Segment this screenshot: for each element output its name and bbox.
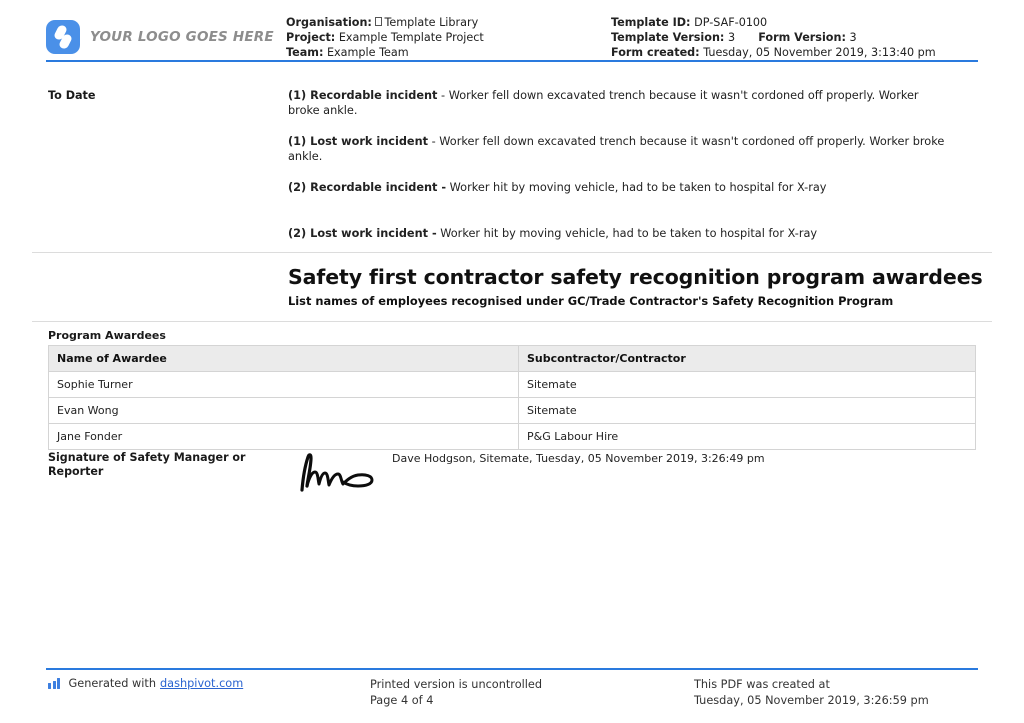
incident-prefix: (1) Lost work incident: [288, 135, 429, 148]
meta-template-version-label: Template Version:: [611, 31, 725, 45]
pdf-created-value: Tuesday, 05 November 2019, 3:26:59 pm: [694, 694, 929, 707]
incident-separator: -: [428, 135, 440, 148]
sitemate-logo-icon: [46, 20, 80, 54]
logo-block: [46, 12, 286, 54]
cell-contractor: P&G Labour Hire: [519, 424, 976, 450]
header-divider: [46, 60, 978, 62]
table-body: [49, 372, 976, 450]
page-number: Page 4 of 4: [370, 694, 434, 707]
header-meta-left: [286, 12, 611, 61]
table-header-row: [49, 346, 976, 372]
table-row: [49, 372, 976, 398]
table-caption: Program Awardees: [48, 329, 166, 342]
incident-prefix: (1) Recordable incident: [288, 89, 438, 102]
incident-text: Worker hit by moving vehicle, had to be taken to hospital for X-ray: [449, 181, 827, 194]
meta-project: [286, 30, 611, 45]
cell-contractor: Sitemate: [519, 398, 976, 424]
meta-template-id-value: DP-SAF-0100: [694, 16, 768, 29]
document-header: [46, 12, 978, 58]
incident-prefix: (2) Recordable incident -: [288, 181, 447, 194]
signature-label-line2: Reporter: [48, 465, 104, 478]
footer-divider: [46, 668, 978, 670]
incident-text: Worker fell down excavated trench because it wasn't cordoned off properly. Worker broke ankle.: [288, 135, 945, 163]
meta-project-label: Project:: [286, 31, 336, 45]
table-head: [49, 346, 976, 372]
incident-separator: -: [437, 89, 449, 102]
footer-generated-text: Generated with: [68, 677, 156, 690]
incident-text: Worker fell down excavated trench because it wasn't cordoned off properly. Worker broke ankle.: [288, 89, 919, 117]
cell-contractor: Sitemate: [519, 372, 976, 398]
signature-meta: Dave Hodgson, Sitemate, Tuesday, 05 November 2019, 3:26:49 pm: [392, 452, 765, 465]
handwritten-signature-icon: [296, 450, 382, 496]
meta-template-id-label: Template ID:: [611, 16, 691, 29]
header-meta-right: [611, 12, 978, 61]
bar-chart-icon: [48, 678, 62, 689]
meta-organisation-value: Template Library: [384, 16, 479, 29]
meta-form-created-value: Tuesday, 05 November 2019, 3:13:40 pm: [703, 46, 936, 60]
page-subtitle: List names of employees recognised under GC/Trade Contractor's Safety Recognition Program: [288, 294, 894, 308]
section-divider-bottom: [32, 321, 992, 322]
cell-awardee-name: Sophie Turner: [49, 372, 519, 398]
incident-item: [288, 180, 948, 226]
table-row: [49, 398, 976, 424]
footer-pdf-created: [694, 677, 929, 709]
meta-template-version-value: 3: [727, 31, 736, 45]
logo-placeholder-text: YOUR LOGO GOES HERE: [90, 29, 274, 45]
footer-generated-by: [48, 677, 243, 690]
incident-prefix: (2) Lost work incident -: [288, 227, 437, 240]
signature-label-line1: Signature of Safety Manager or: [48, 451, 246, 464]
incident-text: Worker hit by moving vehicle, had to be taken to hospital for X-ray: [440, 227, 818, 240]
meta-template-id: [611, 15, 978, 30]
to-date-label: To Date: [48, 89, 96, 102]
section-divider-top: [32, 252, 992, 253]
incident-item: [288, 134, 948, 180]
print-uncontrolled-text: Printed version is uncontrolled: [370, 678, 543, 691]
column-header-name: Name of Awardee: [49, 346, 519, 372]
meta-project-value: Example Template Project: [338, 31, 484, 45]
meta-versions: [611, 30, 978, 45]
missing-glyph-icon: [375, 17, 382, 26]
cell-awardee-name: Evan Wong: [49, 398, 519, 424]
meta-form-created: [611, 45, 978, 60]
meta-organisation-label: Organisation:: [286, 16, 372, 29]
program-awardees-table: [48, 345, 976, 450]
meta-team-label: Team:: [286, 46, 324, 60]
signature-label: [48, 451, 248, 479]
meta-team: [286, 45, 611, 60]
pdf-created-label: This PDF was created at: [694, 678, 830, 691]
page-title: Safety first contractor safety recognition program awardees: [288, 265, 983, 289]
table-row: [49, 424, 976, 450]
dashpivot-link[interactable]: dashpivot.com: [160, 677, 244, 690]
meta-organisation: [286, 15, 611, 30]
meta-team-value: Example Team: [326, 46, 409, 60]
incident-item: [288, 88, 948, 134]
meta-form-created-label: Form created:: [611, 46, 700, 60]
incident-list: [288, 88, 948, 272]
meta-form-version-value: 3: [849, 31, 857, 45]
meta-form-version-label: Form Version:: [758, 31, 846, 45]
footer-print-notice: [370, 677, 542, 709]
cell-awardee-name: Jane Fonder: [49, 424, 519, 450]
column-header-contractor: Subcontractor/Contractor: [519, 346, 976, 372]
